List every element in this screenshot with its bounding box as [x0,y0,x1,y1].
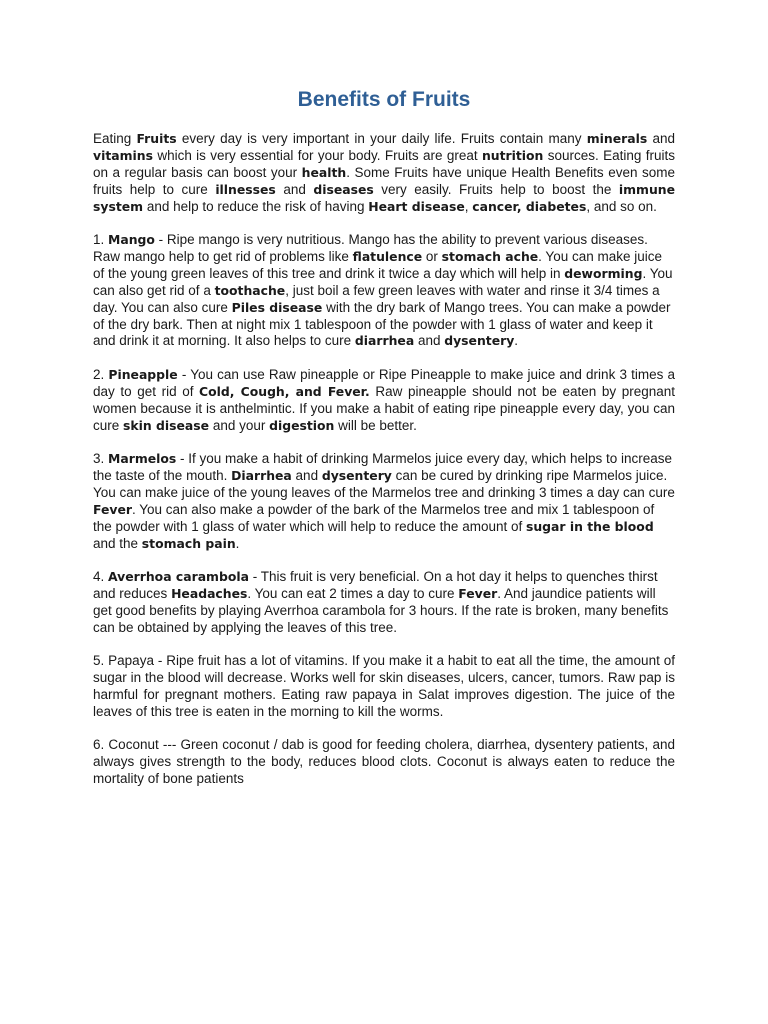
text-run: and [647,131,676,146]
bold-term: Headaches [171,585,248,601]
paragraph-papaya [93,653,675,721]
bold-term: health [301,164,347,180]
bold-term: Fever [93,501,132,517]
document-body [93,131,675,804]
text-run: and the [93,535,142,551]
bold-term: flatulence [352,248,423,264]
text-run: and your [209,417,270,433]
paragraph-pineapple [93,367,675,435]
text-run: - Ripe mango is very nutritious. Mango has the ability to prevent various diseases. Raw mango help to get rid of problems like [93,232,648,264]
bold-term: sugar in the blood [525,518,654,534]
bold-term: diarrhea [354,333,415,349]
bold-term: Fruits [136,131,177,146]
bold-term: cancer, diabetes [472,198,587,214]
bold-term: minerals [586,131,648,146]
text-run: sources. Eating fruits on a regular basis can boost your [93,147,675,180]
bold-term: dysentery [321,467,392,483]
bold-term: stomach ache [441,248,539,264]
paragraph-mango [93,232,675,350]
text-run: Eating [93,131,137,146]
bold-term: Heart disease [368,198,465,214]
text-run: 4. [93,568,109,584]
text-run: very easily. Fruits help to boost the [373,181,619,197]
text-run: and [291,467,322,483]
bold-term: Mango [108,232,155,248]
text-run: 2. [93,366,109,382]
bold-term: diseases [313,181,374,197]
paragraph-averrhoa-carambola [93,569,675,637]
bold-term: Cold, Cough, and Fever. [199,383,370,399]
bold-term: dysentery [444,333,515,349]
text-run: Raw pineapple should not be eaten by pregnant women because it is anthelmintic. If you make a habit of eating ripe pineapple every day, you can cure [93,383,675,433]
text-run: 3. [93,451,109,466]
text-run: will be better. [334,417,417,433]
text-run: . [514,333,519,349]
text-run: . You can eat 2 times a day to cure [247,585,459,601]
text-run: 1. [93,232,109,248]
text-run: which is very essential for your body. Fruits are great [152,147,482,163]
text-run: , and so on. [586,198,657,214]
text-run: can be cured by drinking ripe Marmelos juice. You can make juice of the young leaves of the Marmelos tree and drinking 3 times a day can cure [93,467,675,500]
text-run: and [275,181,314,197]
text-run: . Some Fruits have unique Health Benefits even some fruits help to cure [93,164,675,197]
bold-term: toothache [214,282,286,298]
text-run: or [422,248,442,264]
text-run: with the dry bark of Mango trees. You can make a powder of the dry bark. Then at night mix 1 tablespoon of the powder with 1 glass of water and keep it and drink it at morning. It also helps to cure [93,299,671,349]
text-run: every day is very important in your daily life. Fruits contain many [176,131,587,146]
text-run: and [414,333,445,349]
text-run: 6. Coconut --- Green coconut / dab is good for feeding cholera, diarrhea, dysentery patients, and always gives strength to the body, reduces blood clots. Coconut is always eaten to reduce the mortality of bone patients [93,737,675,786]
bold-term: immune system [93,181,675,214]
text-run: . And jaundice patients will get good benefits by playing Averrhoa carambola for 3 hours. If the rate is broken, many benefits can be obtained by applying the leaves of this tree. [93,585,669,635]
text-run: - This fruit is very beneficial. On a hot day it helps to quenches thirst and reduces [93,568,658,601]
bold-term: Marmelos [108,451,177,466]
bold-term: Piles disease [231,299,323,315]
text-run: . You can also make a powder of the bark of the Marmelos tree and mix 1 tablespoon of the powder with 1 glass of water which will help to reduce the amount of [93,501,655,534]
bold-term: digestion [269,417,335,433]
paragraph-intro [93,131,675,216]
text-run: . You can make juice of the young green leaves of this tree and drink it twice a day which will help in [93,248,663,281]
bold-term: Fever [458,585,498,601]
bold-term: nutrition [481,147,544,163]
text-run: - If you make a habit of drinking Marmelos juice every day, which helps to increase the taste of the mouth. [93,451,673,483]
bold-term: Pineapple [108,366,178,382]
bold-term: Diarrhea [231,467,292,483]
bold-term: stomach pain [141,535,236,551]
paragraph-marmelos [93,451,675,552]
paragraph-coconut [93,737,675,788]
document-title: Benefits of Fruits [297,88,471,111]
bold-term: illnesses [215,181,276,197]
bold-term: skin disease [123,417,210,433]
bold-term: Averrhoa carambola [108,568,249,584]
text-run: - You can use Raw pineapple or Ripe Pineapple to make juice and drink 3 times a day to get rid of [93,366,675,399]
text-run: , [464,198,473,214]
text-run: 5. Papaya - Ripe fruit has a lot of vitamins. If you make it a habit to eat all the time, the amount of sugar in the blood will decrease. Works well for skin diseases, ulcers, cancer, tumors. Raw pap is harmful for pregnant mothers. Eating raw papaya in Salat improves digestion. The juice of the leaves of this tree is eaten in the morning to kill the worms. [93,653,675,719]
text-run: . You can also get rid of a [93,265,673,298]
bold-term: vitamins [93,147,153,163]
bold-term: deworming [564,265,643,281]
text-run: . [235,535,240,551]
text-run: , just boil a few green leaves with water and rinse it 3/4 times a day. You can also cure [93,282,660,315]
text-run: and help to reduce the risk of having [143,198,369,214]
